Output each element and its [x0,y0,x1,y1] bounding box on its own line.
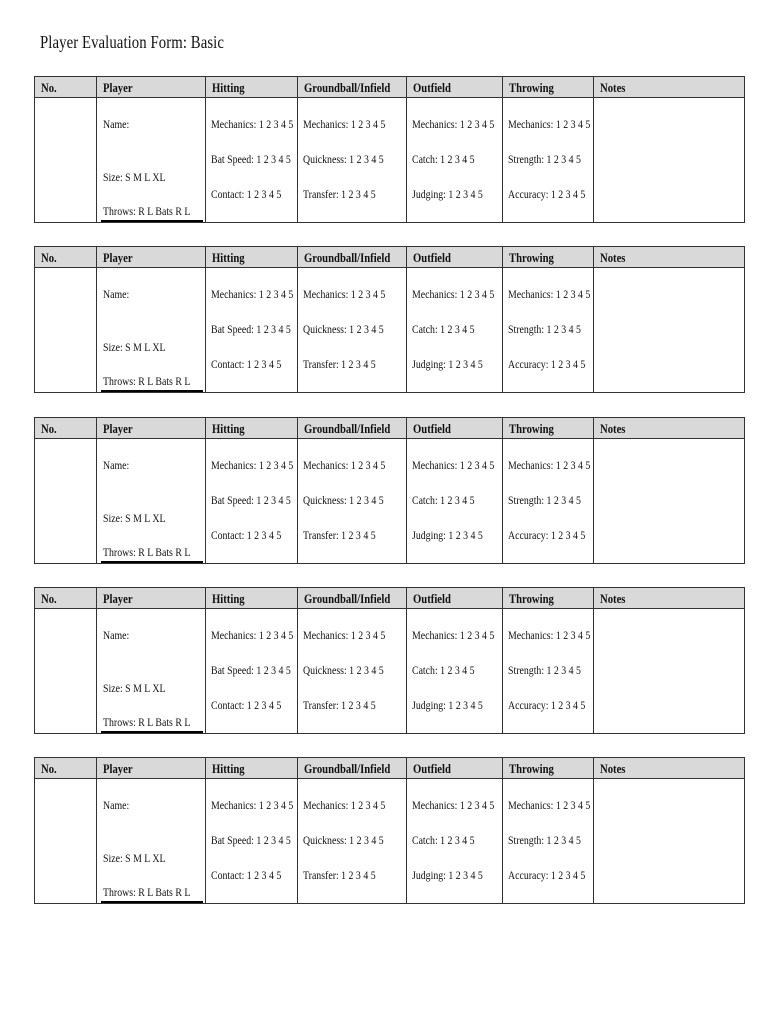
name-field[interactable]: Name: [103,458,130,472]
hitting-bat-speed-rating[interactable]: Bat Speed: 1 2 3 4 5 [211,663,291,677]
throwing-mechanics-rating[interactable]: Mechanics: 1 2 3 4 5 [508,628,591,642]
evaluation-block [34,587,745,734]
groundball-quickness-rating[interactable]: Quickness: 1 2 3 4 5 [303,833,384,847]
outfield-judging-rating[interactable]: Judging: 1 2 3 4 5 [412,528,483,542]
header-hitting: Hitting [212,421,245,436]
throwing-accuracy-rating[interactable]: Accuracy: 1 2 3 4 5 [508,698,586,712]
header-no: No. [41,421,57,436]
column-divider [96,247,97,392]
header-hitting: Hitting [212,761,245,776]
column-divider [96,418,97,563]
name-field[interactable]: Name: [103,117,130,131]
throwing-strength-rating[interactable]: Strength: 1 2 3 4 5 [508,322,581,336]
header-throwing: Throwing [509,761,554,776]
form-title: Player Evaluation Form: Basic [40,32,224,52]
hitting-bat-speed-rating[interactable]: Bat Speed: 1 2 3 4 5 [211,152,291,166]
throwing-accuracy-rating[interactable]: Accuracy: 1 2 3 4 5 [508,868,586,882]
groundball-mechanics-rating[interactable]: Mechanics: 1 2 3 4 5 [303,287,386,301]
outfield-catch-rating[interactable]: Catch: 1 2 3 4 5 [412,663,475,677]
throws-underline [101,561,203,563]
outfield-catch-rating[interactable]: Catch: 1 2 3 4 5 [412,152,475,166]
header-groundball: Groundball/Infield [304,80,391,95]
column-divider [205,77,206,222]
outfield-catch-rating[interactable]: Catch: 1 2 3 4 5 [412,322,475,336]
header-notes: Notes [600,761,626,776]
hitting-mechanics-rating[interactable]: Mechanics: 1 2 3 4 5 [211,117,294,131]
header-throwing: Throwing [509,80,554,95]
groundball-transfer-rating[interactable]: Transfer: 1 2 3 4 5 [303,357,376,371]
outfield-catch-rating[interactable]: Catch: 1 2 3 4 5 [412,833,475,847]
outfield-judging-rating[interactable]: Judging: 1 2 3 4 5 [412,187,483,201]
column-divider [297,418,298,563]
header-hitting: Hitting [212,250,245,265]
column-divider [297,758,298,903]
evaluation-block [34,417,745,564]
evaluation-block [34,757,745,904]
hitting-contact-rating[interactable]: Contact: 1 2 3 4 5 [211,698,282,712]
header-groundball: Groundball/Infield [304,591,391,606]
outfield-mechanics-rating[interactable]: Mechanics: 1 2 3 4 5 [412,458,495,472]
outfield-judging-rating[interactable]: Judging: 1 2 3 4 5 [412,357,483,371]
header-notes: Notes [600,250,626,265]
hitting-mechanics-rating[interactable]: Mechanics: 1 2 3 4 5 [211,798,294,812]
outfield-mechanics-rating[interactable]: Mechanics: 1 2 3 4 5 [412,287,495,301]
header-row [35,77,744,98]
header-outfield: Outfield [413,761,451,776]
size-options[interactable]: Size: S M L XL [103,170,166,184]
header-no: No. [41,250,57,265]
header-row [35,418,744,439]
throws-underline [101,731,203,733]
outfield-judging-rating[interactable]: Judging: 1 2 3 4 5 [412,698,483,712]
evaluation-block [34,76,745,223]
header-player: Player [103,761,133,776]
outfield-catch-rating[interactable]: Catch: 1 2 3 4 5 [412,493,475,507]
header-row [35,247,744,268]
header-outfield: Outfield [413,80,451,95]
column-divider [406,758,407,903]
column-divider [297,77,298,222]
hitting-contact-rating[interactable]: Contact: 1 2 3 4 5 [211,868,282,882]
throwing-strength-rating[interactable]: Strength: 1 2 3 4 5 [508,493,581,507]
size-options[interactable]: Size: S M L XL [103,851,166,865]
throws-underline [101,390,203,392]
name-field[interactable]: Name: [103,287,130,301]
throwing-accuracy-rating[interactable]: Accuracy: 1 2 3 4 5 [508,357,586,371]
header-throwing: Throwing [509,421,554,436]
hitting-contact-rating[interactable]: Contact: 1 2 3 4 5 [211,187,282,201]
header-notes: Notes [600,591,626,606]
notes-field[interactable] [600,448,740,548]
throws-underline [101,220,203,222]
column-divider [502,247,503,392]
throws-bats-options[interactable]: Throws: R L Bats R L [103,545,191,559]
notes-field[interactable] [600,618,740,718]
hitting-mechanics-rating[interactable]: Mechanics: 1 2 3 4 5 [211,287,294,301]
throwing-strength-rating[interactable]: Strength: 1 2 3 4 5 [508,833,581,847]
size-options[interactable]: Size: S M L XL [103,340,166,354]
header-notes: Notes [600,80,626,95]
notes-field[interactable] [600,788,740,888]
header-no: No. [41,761,57,776]
column-divider [406,418,407,563]
throwing-mechanics-rating[interactable]: Mechanics: 1 2 3 4 5 [508,798,591,812]
column-divider [502,77,503,222]
evaluation-block [34,246,745,393]
column-divider [502,418,503,563]
throwing-accuracy-rating[interactable]: Accuracy: 1 2 3 4 5 [508,528,586,542]
column-divider [297,247,298,392]
outfield-mechanics-rating[interactable]: Mechanics: 1 2 3 4 5 [412,117,495,131]
groundball-quickness-rating[interactable]: Quickness: 1 2 3 4 5 [303,322,384,336]
header-notes: Notes [600,421,626,436]
throws-underline [101,901,203,903]
header-outfield: Outfield [413,591,451,606]
throwing-mechanics-rating[interactable]: Mechanics: 1 2 3 4 5 [508,458,591,472]
groundball-quickness-rating[interactable]: Quickness: 1 2 3 4 5 [303,663,384,677]
throwing-mechanics-rating[interactable]: Mechanics: 1 2 3 4 5 [508,117,591,131]
header-no: No. [41,591,57,606]
throwing-strength-rating[interactable]: Strength: 1 2 3 4 5 [508,152,581,166]
groundball-quickness-rating[interactable]: Quickness: 1 2 3 4 5 [303,493,384,507]
header-outfield: Outfield [413,250,451,265]
throws-bats-options[interactable]: Throws: R L Bats R L [103,204,191,218]
header-no: No. [41,80,57,95]
column-divider [406,247,407,392]
hitting-bat-speed-rating[interactable]: Bat Speed: 1 2 3 4 5 [211,493,291,507]
hitting-mechanics-rating[interactable]: Mechanics: 1 2 3 4 5 [211,458,294,472]
header-row [35,588,744,609]
name-field[interactable]: Name: [103,628,130,642]
hitting-mechanics-rating[interactable]: Mechanics: 1 2 3 4 5 [211,628,294,642]
groundball-transfer-rating[interactable]: Transfer: 1 2 3 4 5 [303,528,376,542]
header-groundball: Groundball/Infield [304,761,391,776]
hitting-bat-speed-rating[interactable]: Bat Speed: 1 2 3 4 5 [211,833,291,847]
hitting-contact-rating[interactable]: Contact: 1 2 3 4 5 [211,357,282,371]
column-divider [297,588,298,733]
header-player: Player [103,421,133,436]
header-row [35,758,744,779]
header-groundball: Groundball/Infield [304,421,391,436]
header-player: Player [103,80,133,95]
groundball-quickness-rating[interactable]: Quickness: 1 2 3 4 5 [303,152,384,166]
outfield-mechanics-rating[interactable]: Mechanics: 1 2 3 4 5 [412,798,495,812]
groundball-transfer-rating[interactable]: Transfer: 1 2 3 4 5 [303,187,376,201]
throwing-strength-rating[interactable]: Strength: 1 2 3 4 5 [508,663,581,677]
column-divider [502,588,503,733]
column-divider [205,247,206,392]
groundball-mechanics-rating[interactable]: Mechanics: 1 2 3 4 5 [303,458,386,472]
column-divider [96,77,97,222]
size-options[interactable]: Size: S M L XL [103,511,166,525]
notes-field[interactable] [600,107,740,207]
column-divider [406,588,407,733]
groundball-mechanics-rating[interactable]: Mechanics: 1 2 3 4 5 [303,798,386,812]
groundball-mechanics-rating[interactable]: Mechanics: 1 2 3 4 5 [303,117,386,131]
column-divider [205,418,206,563]
column-divider [96,758,97,903]
header-hitting: Hitting [212,80,245,95]
groundball-transfer-rating[interactable]: Transfer: 1 2 3 4 5 [303,868,376,882]
column-divider [205,758,206,903]
name-field[interactable]: Name: [103,798,130,812]
header-player: Player [103,591,133,606]
hitting-contact-rating[interactable]: Contact: 1 2 3 4 5 [211,528,282,542]
throwing-mechanics-rating[interactable]: Mechanics: 1 2 3 4 5 [508,287,591,301]
column-divider [96,588,97,733]
hitting-bat-speed-rating[interactable]: Bat Speed: 1 2 3 4 5 [211,322,291,336]
column-divider [502,758,503,903]
header-groundball: Groundball/Infield [304,250,391,265]
throwing-accuracy-rating[interactable]: Accuracy: 1 2 3 4 5 [508,187,586,201]
header-outfield: Outfield [413,421,451,436]
header-throwing: Throwing [509,591,554,606]
column-divider [205,588,206,733]
column-divider [406,77,407,222]
throws-bats-options[interactable]: Throws: R L Bats R L [103,374,191,388]
size-options[interactable]: Size: S M L XL [103,681,166,695]
groundball-mechanics-rating[interactable]: Mechanics: 1 2 3 4 5 [303,628,386,642]
header-throwing: Throwing [509,250,554,265]
notes-field[interactable] [600,277,740,377]
throws-bats-options[interactable]: Throws: R L Bats R L [103,715,191,729]
outfield-judging-rating[interactable]: Judging: 1 2 3 4 5 [412,868,483,882]
header-player: Player [103,250,133,265]
throws-bats-options[interactable]: Throws: R L Bats R L [103,885,191,899]
outfield-mechanics-rating[interactable]: Mechanics: 1 2 3 4 5 [412,628,495,642]
header-hitting: Hitting [212,591,245,606]
groundball-transfer-rating[interactable]: Transfer: 1 2 3 4 5 [303,698,376,712]
